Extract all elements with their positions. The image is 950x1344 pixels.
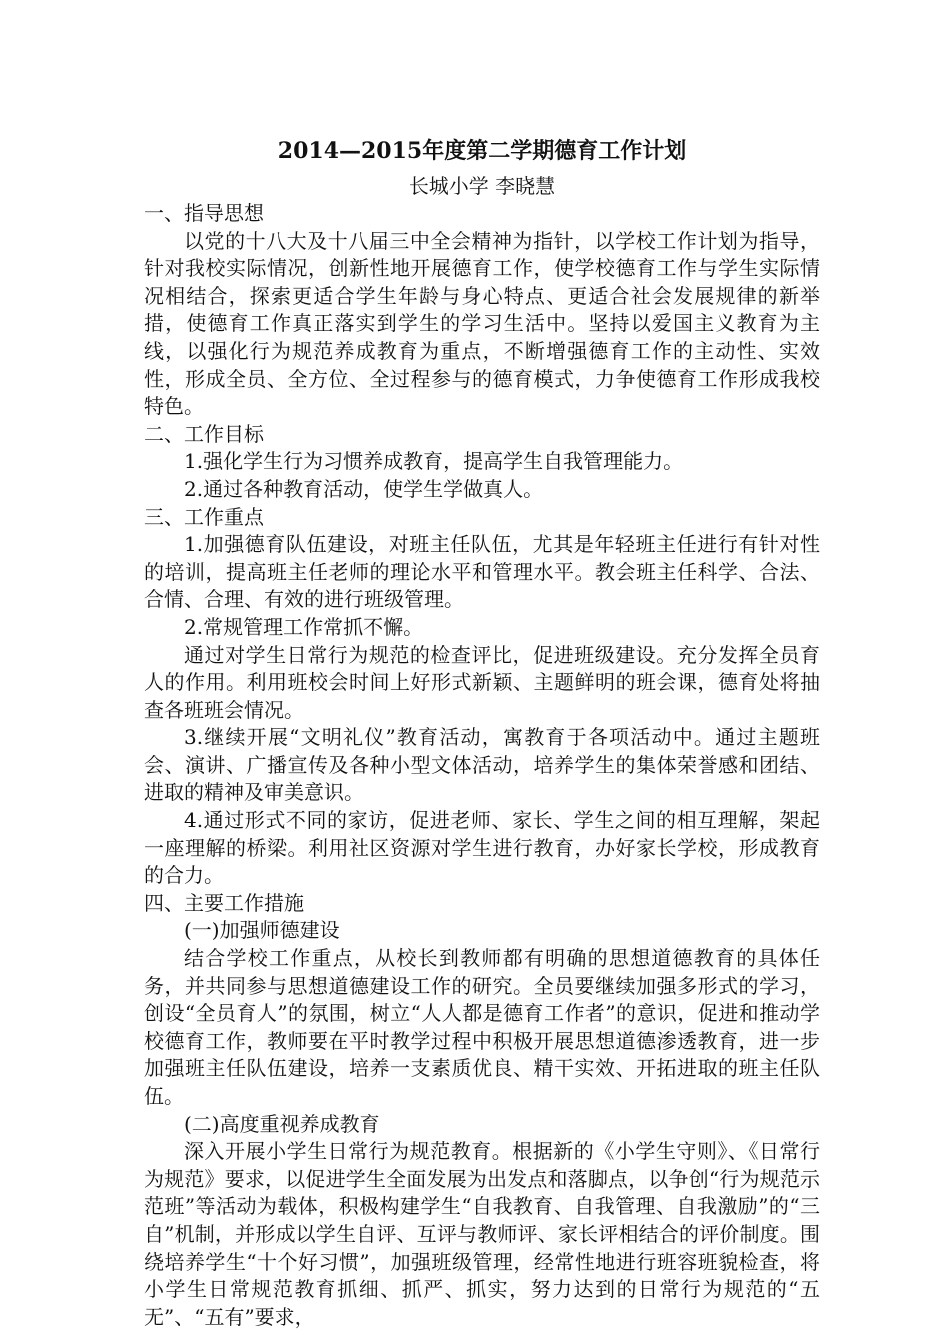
section-heading: 二、工作目标 [144,421,264,446]
section-heading: 一、指导思想 [144,201,264,225]
section-heading: 三、工作重点 [144,504,264,529]
paragraph: 4.通过形式不同的家访，促进老师、家长、学生之间的相互理解，架起一座理解的桥梁。利用社区资源对学生进行教育，办好家长学校，形成教育的合力。 [144,808,820,888]
paragraph: 1.强化学生行为习惯养成教育，提高学生自我管理能力。 [184,449,684,474]
paragraph: 通过对学生日常行为规范的检查评比，促进班级建设。充分发挥全员育人的作用。利用班校会时间上好形式新颖、主题鲜明的班会课，德育处将抽查各班班会情况。 [144,642,820,722]
paragraph: 2.通过各种教育活动，使学生学做真人。 [184,476,544,501]
section-heading: 四、主要工作措施 [144,890,304,915]
paragraph: 1.加强德育队伍建设，对班主任队伍，尤其是年轻班主任进行有针对性的培训，提高班主任老师的理论水平和管理水平。教会班主任科学、合法、合情、合理、有效的进行班级管理。 [144,532,820,612]
paragraph: 结合学校工作重点，从校长到教师都有明确的思想道德教育的具体任务，并共同参与思想道德建设工作的研究。全员要继续加强多形式的学习，创设“全员育人”的氛围，树立“人人都是德育工作者”的意识，促进和推动学校德育工作，教师要在平时教学过程中积极开展思想道德渗透教育，进一步加强班主任队伍建设，培养一支素质优良、精干实效、开拓进取的班主任队伍。 [144,946,820,1108]
paragraph: 深入开展小学生日常行为规范教育。根据新的《小学生守则》、《日常行为规范》要求，以促进学生全面发展为出发点和落脚点，以争创“行为规范示范班”等活动为载体，积极构建学生“自我教育、自我管理、自我激励”的“三自”机制，并形成以学生自评、互评与教师评、家长评相结合的评价制度。围绕培养学生“十个好习惯”，加强班级管理，经常性地进行班容班貌检查，将小学生日常规范教育抓细、抓严、抓实，努力达到的日常行为规范的“五无”、“五有”要求， [144,1139,820,1329]
paragraph: 以党的十八大及十八届三中全会精神为指针，以学校工作计划为指导，针对我校实际情况，创新性地开展德育工作，使学校德育工作与学生实际情况相结合，探索更适合学生年龄与身心特点、更适合社会发展规律的新举措，使德育工作真正落实到学生的学习生活中。坚持以爱国主义教育为主线，以强化行为规范养成教育为重点，不断增强德育工作的主动性、实效性，形成全员、全方位、全过程参与的德育模式，力争使德育工作形成我校特色。 [144,228,820,419]
subsection-heading: (二)高度重视养成教育 [184,1111,380,1136]
paragraph: 2.常规管理工作常抓不懈。 [184,614,424,639]
subsection-heading: (一)加强师德建设 [184,918,340,943]
document-body [144,136,820,1331]
paragraph: 3.继续开展“文明礼仪”教育活动，寓教育于各项活动中。通过主题班会、演讲、广播宣传及各种小型文体活动，培养学生的集体荣誉感和团结、进取的精神及审美意识。 [144,725,820,805]
document-author: 长城小学 李晓慧 [408,174,556,198]
document-title: 2014—2015年度第二学期德育工作计划 [277,138,687,164]
